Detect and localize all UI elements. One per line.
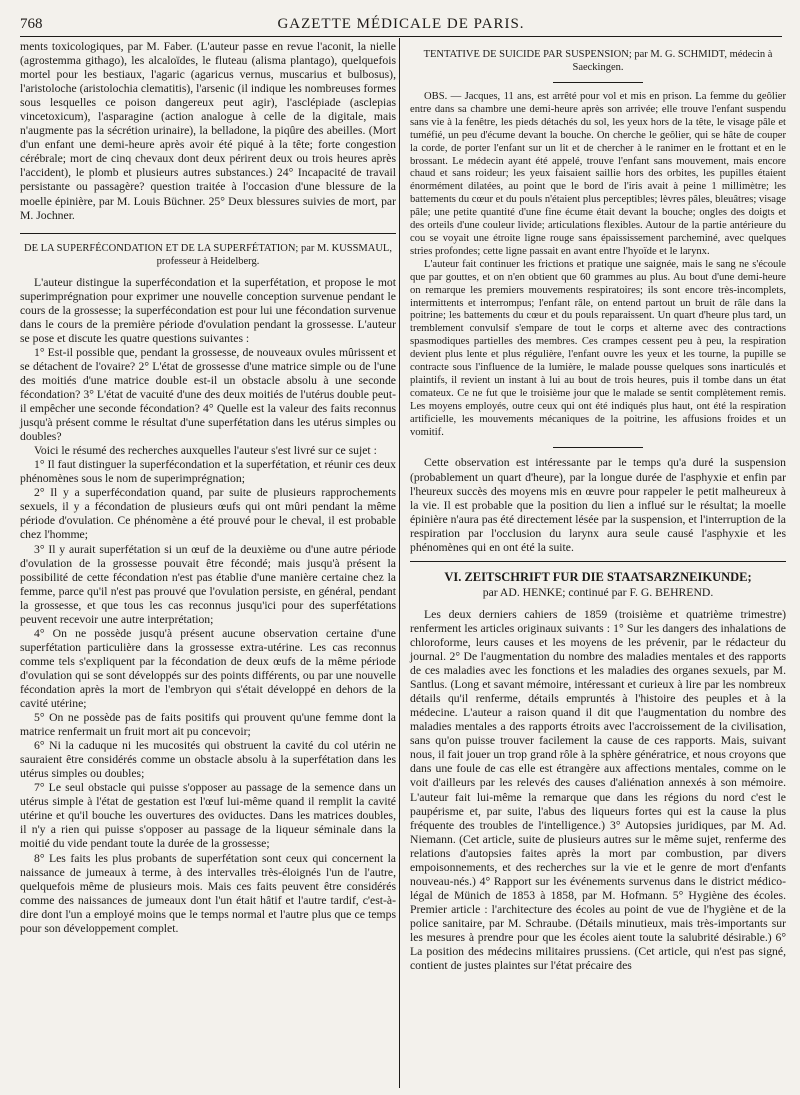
paragraph: 7° Le seul obstacle qui puisse s'opposer au passage de la semence dans un utérus simple à l'état de gestation est l'œuf lui-même quand il remplit la cavité utérine et qu'il bouche les ouvertures des oviductes. Dans les matrices doubles, il n'y a rien qui puisse s'opposer au passage de la liqueur séminale dans la moitié du vide pendant toute la durée de la grossesse; (20, 781, 396, 851)
paragraph: 3° Il y aurait superfétation si un œuf de la deuxième ou d'une autre période d'ovulation de la grossesse pouvait être fécondé; mais jusqu'à présent la possibilité de cette fécondation n'est pas établie d'une manière certaine chez la femme, parce qu'il n'est pas prouvé que l'ovulation persiste, en général, pendant la grossesse, et que tous les cas reconnus jusqu'ici pour des superfétations peuvent recevoir une autre interprétation; (20, 542, 396, 626)
commentary-paragraph: Cette observation est intéressante par le temps qu'a duré la suspension (probablement un quart d'heure), par la longue durée de l'asphyxie et enfin par l'heureux succès des moyens mis en œuvre pour rappeler le petit malheureux à la vie. Il est probable que la position du lien a influé sur le résultat; la moelle épinière n'aura pas été directement lésée par la suspension, et l'interruption de la respiration par l'occlusion du larynx aura seule causé l'asphyxie et les phénomènes qui en ont été la suite. (410, 456, 786, 554)
right-column (410, 40, 786, 973)
paragraph: 1° Est-il possible que, pendant la grossesse, de nouveaux ovules mûrissent et se détachent de l'ovaire? 2° L'état de grossesse d'une matrice simple ou de l'une des moitiés d'une matrice double est-il un obstacle absolu à une seconde fécondation? 3° L'état de vacuité d'une des deux moitiés de l'utérus double peut-il empêcher une seconde fécondation? 4° Quelle est la valeur des faits reconnus jusqu'à présent comme le résultat d'une superfétation dans les utérus simples ou doubles? (20, 345, 396, 444)
running-title: GAZETTE MÉDICALE DE PARIS. (277, 16, 525, 32)
observation-paragraph: L'auteur fait continuer les frictions et pratique une saignée, mais le sang ne s'écoule que par gouttes, et on n'en obtient que 60 grammes au plus. Au bout d'une demi-heure on remarque les premiers mouvements respiratoires; ils sont encore très-incomplets, intermittents et interrompus; l'enfant râle, on entend partout un bruit de râle dans la poitrine; les battements du cœur et du pouls reparaissent. Un quart d'heure plus tard, un tremblement convulsif s'empare de tout le corps et alterne avec des contractions spasmodiques partielles des membres. Ces crampes cessent peu à peu, la respiration devient plus lente et plus régulière, l'enfant ouvre les yeux et les tourne, la pupille se contracte sous l'influence de la lumière, le malade pousse quelques sons inarticulés et plaintifs, il revient un instant à lui au bout de trois heures, puis il tombe dans un état comateux. Ce ne fut que le troisième jour que le malade se sentit complètement remis. Les moyens employés, outre ceux qui ont été indiqués plus haut, ont été la respiration artificielle, les mouvements mécaniques de la poitrine, les affusions froides et un vomitif. (410, 258, 786, 438)
paragraph: 8° Les faits les plus probants de superfétation sont ceux qui concernent la naissance de jumeaux à terme, à des intervalles très-éloignés l'un de l'autre, quelquefois même de plusieurs mois. Mais ces faits peuvent être considérés comme des naissances de jumeaux dont l'un était hâtif et l'autre tardif, c'est-à-dire dont l'un a employé moins que le temps normal et l'autre plus que ce temps pour son développement complet. (20, 851, 396, 935)
left-column (20, 40, 396, 936)
paragraph: 4° On ne possède jusqu'à présent aucune observation certaine d'une superfétation particulière dans la grossesse extra-utérine. Les cas reconnus comme tels s'expliquent par la fécondation de deux œufs de la même période d'ovulation qui se sont développés sur des points différents, ou par une nouvelle fécondation après la mort de l'embryon qui s'était développé en dehors de la cavité utérine; (20, 626, 396, 711)
journal-heading: VI. ZEITSCHRIFT FUR DIE STAATSARZNEIKUNDE; (410, 561, 786, 584)
paragraph: 1° Il faut distinguer la superfécondation et la superfétation, et réunir ces deux phénomènes sous le nom de superimprégnation; (20, 458, 396, 486)
paragraph: Voici le résumé des recherches auxquelles l'auteur s'est livré sur ce sujet : (34, 444, 377, 458)
journal-paragraph: Les deux derniers cahiers de 1859 (troisième et quatrième trimestre) renferment les articles originaux suivants : 1° Sur les dangers des inhalations de chloroforme, leurs causes et les moyens de les prévenir, par le rédacteur du journal. 2° De l'augmentation du nombre des maladies mentales et des rapports de ces maladies avec les fonctions et les maladies des organes sexuels, par M. Santlus. (Long et savant mémoire, intéressant et curieux à lire par les nombreux détails qu'il renferme, détails empruntés à l'histoire des peuples et à la médecine. L'auteur a raison quand il dit que l'augmentation du nombre des maladies mentales a des rapports étroits avec l'accroissement de la civilisation, sans qu'on puisse trouver facilement la cause de ces rapports. Mais, suivant nous, il fait jouer un trop grand rôle à la sphère génératrice, et nous croyons que dans une foule de cas elle est étrangère aux affections mentales, comme on le voit d'ailleurs par les relevés des causes d'aliénation annexés à son mémoire. L'auteur fait lui-même la remarque que dans les régions du nord c'est le paupérisme et, par suite, l'abus des liqueurs fortes qui est la cause la plus fréquente des troubles de l'intelligence.) 3° Autopsies juridiques, par M. Ad. Niemann. (Cet article, suite de plusieurs autres sur le même sujet, renferme des relations d'autopsies faites après la mort par combustion, par divers empoisonnements, et des recherches sur la vie et le genre de mort d'enfants nouveau-nés.) 4° Rapport sur les événements survenus dans le district médico-légal de Münich de 1853 à 1858, par M. Hofmann. 5° Hygiène des écoles. Premier article : l'architecture des écoles au point de vue de l'hygiène et de la police sanitaire, par M. Schraube. (Détails minutieux, mais très-importants sur les mesures à prendre pour que les écoles aient toute la salubrité désirable.) 6° La position des médecins militaires prussiens. (Cet article, qui n'est pas signé, contient de justes plaintes sur l'état précaire des (410, 607, 786, 973)
heading-rule (553, 82, 643, 83)
journal-subheading: par AD. HENKE; continué par F. G. BEHREND. (482, 585, 714, 599)
paragraph: 5° On ne possède pas de faits positifs qui prouvent qu'une femme dont la matrice renfermait un fruit mort ait pu concevoir; (20, 711, 396, 739)
observation-rule (553, 447, 643, 448)
observation-paragraph: OBS. — Jacques, 11 ans, est arrêté pour vol et mis en prison. La femme du geôlier entre dans sa chambre une demi-heure après son arrivée; elle trouve l'enfant suspendu sans vie à la fenêtre, les pieds détachés du sol, les yeux hors de la tête, le visage pâle et tuméfié, un peu d'écume devant la bouche. On cherche le geôlier, qui se hâte de couper la corde, de porter l'enfant sur un lit et de chercher à le ranimer en le frottant et en le brossant. Le médecin ayant été appelé, trouve l'enfant sans mouvement, mais encore chaud et sans roideur; les yeux faisaient saillie hors des orbites, les pupilles étaient énormément dilatées, au point que le bord de l'iris avait à peine 1 millimètre; les battements du cœur et du pouls n'étaient plus perceptibles; lèvres pâles, bleuâtres; visage pâle; une petite quantité d'une fine écume était devant la bouche; ongles des doigts et des orteils d'une couleur livide; articulations flexibles. Autour de la partie antérieure du cou se voyait une étroite ligne rouge sans épaississement parcheminé, avec quelques stries profondes; cette ligne passait en avant entre l'hyoïde et le larynx. (410, 91, 786, 257)
section-heading-superfecondation: DE LA SUPERFÉCONDATION ET DE LA SUPERFÉTATION; par M. KUSSMAUL, professeur à Heidelberg. (20, 233, 396, 268)
toxicology-continuation: ments toxicologiques, par M. Faber. (L'auteur passe en revue l'aconit, la nielle (agrostemma githago), les alcaloïdes, le fluteau (alisma plantago), quelquefois mortel pour les bestiaux, l'agaric (agaricus vernus, muscarius et bulbosus), l'aristoloche (aristolochia clematitis), l'arsenic (il indique les nombreuses formes sous lesquelles ce poison dangereux peut agir), l'asclépiade (asclepias vincetoxicum), l'asparagine (action analogue à celle de la digitale, mais n'augmente pas la sécrétion urinaire), la belladone, la piqûre des abeilles. (Mort d'un enfant une demi-heure après avoir été piqué à la tête; forte congestion cérébrale; mort de cinq chevaux dont deux périrent deux ou trois heures après l'accident), le plomb et plusieurs autres substances.) 24° Incapacité de travail persistante ou passagère? question traitée à l'occasion d'une blessure de la moelle épinière, par M. Louis Büchner. 25° Deux blessures suivies de mort, par M. Jochner. (20, 40, 396, 222)
paragraph: 6° Ni la caduque ni les mucosités qui obstruent la cavité du col utérin ne sauraient être considérés comme un obstacle absolu à la superfétation dans les utérus simples ou doubles; (20, 739, 396, 781)
section-heading-suicide: TENTATIVE DE SUICIDE PAR SUSPENSION; par M. G. SCHMIDT, médecin à Saeckingen. (423, 49, 773, 73)
page-number: 768 (20, 16, 43, 32)
paragraph: 2° Il y a superfécondation quand, par suite de plusieurs rapprochements sexuels, il y a fécondation de plusieurs œufs qui ont mûri pendant la même période d'ovulation. Ce phénomène a été prouvé pour le cheval, il est probable chez l'homme; (20, 486, 396, 542)
paragraph: L'auteur distingue la superfécondation et la superfétation, et propose le mot superimprégnation pour exprimer une nouvelle conception survenue pendant le cours de la grossesse; la superfécondation est pour lui une fécondation survenue dans le cours de la première période d'ovulation pendant la grossesse. L'auteur se pose et discute les quatre questions suivantes : (20, 275, 396, 345)
page-header (20, 14, 782, 37)
column-divider (399, 38, 400, 1088)
